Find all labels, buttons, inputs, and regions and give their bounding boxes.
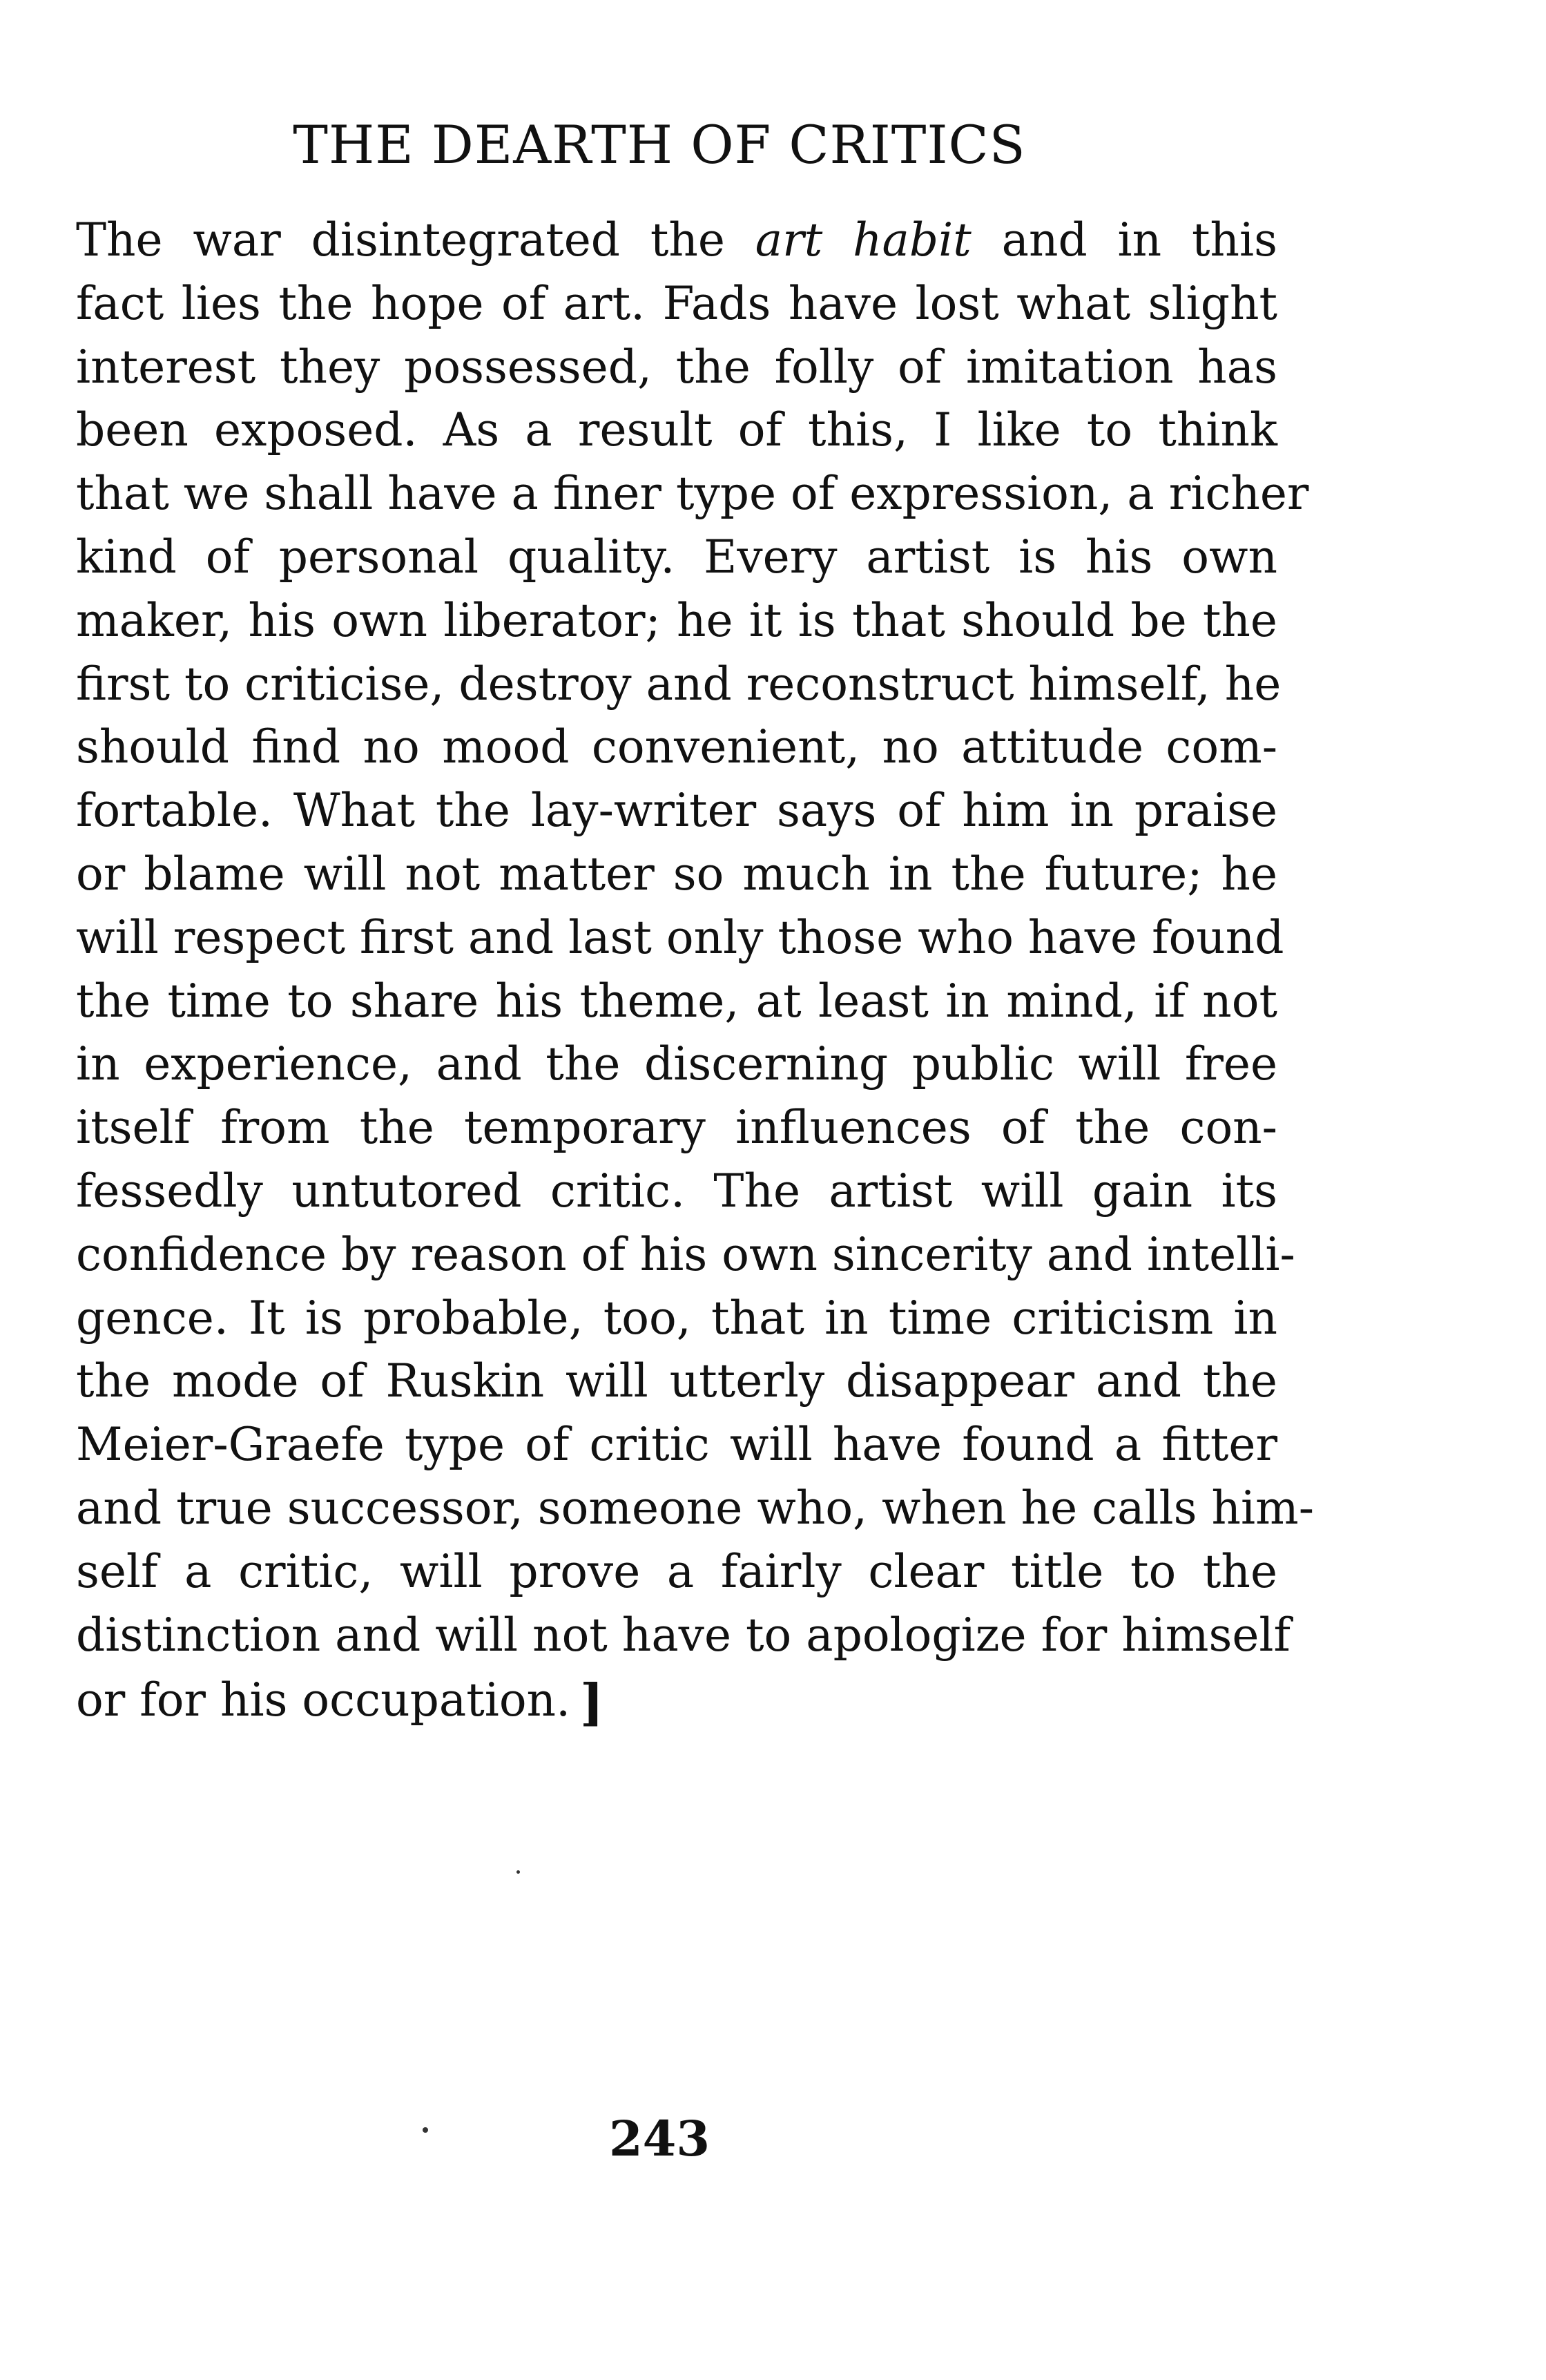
running-head: THE DEARTH OF CRITICS [293, 114, 1026, 175]
end-bracket-mark: ] [580, 1673, 604, 1732]
text-line: in experience, and the discerning public will free [76, 1037, 1277, 1091]
text-line: interest they possessed, the folly of imitation has [76, 340, 1277, 394]
text-line: should find no mood convenient, no attitude com- [76, 720, 1277, 774]
text-line: fact lies the hope of art. Fads have lost what slight [76, 276, 1277, 330]
text-line: and true successor, someone who, when he calls him- [76, 1481, 1314, 1535]
text-line: the mode of Ruskin will utterly disappear and the [76, 1354, 1277, 1408]
text-line: The war disintegrated the art habit and in this [76, 213, 1278, 267]
text-line: that we shall have a finer type of expression, a richer [76, 467, 1309, 521]
print-speck [516, 1870, 520, 1874]
text-line: confidence by reason of his own sincerity and intelli- [76, 1227, 1295, 1281]
italic-phrase: art habit [755, 213, 972, 267]
text-line: been exposed. As a result of this, I like to think [76, 403, 1277, 457]
text-line: maker, his own liberator; he it is that should be the [76, 593, 1277, 647]
text-line: Meier-Graefe type of critic will have found a fitter [76, 1418, 1277, 1472]
text-line: will respect first and last only those who have found [76, 910, 1284, 964]
text-line: fessedly untutored critic. The artist will gain its [76, 1164, 1277, 1218]
text-line: the time to share his theme, at least in mind, if not [76, 974, 1277, 1028]
text-line-final: or for his occupation. ] [76, 1667, 1277, 1730]
text-line: distinction and will not have to apologize for himself [76, 1608, 1291, 1662]
text-line: self a critic, will prove a fairly clear title to the [76, 1544, 1277, 1598]
body-paragraph [76, 209, 1314, 1732]
text-line: or blame will not matter so much in the future; he [76, 847, 1277, 901]
text-line: gence. It is probable, too, that in time criticism in [76, 1291, 1277, 1345]
page-number: 243 [608, 2110, 711, 2167]
text-line: itself from the temporary influences of the con- [76, 1101, 1277, 1155]
text-line: fortable. What the lay-writer says of him in praise [76, 784, 1277, 838]
text-line: kind of personal quality. Every artist is his own [76, 530, 1277, 584]
text-line: first to criticise, destroy and reconstruct himself, he [76, 657, 1282, 711]
